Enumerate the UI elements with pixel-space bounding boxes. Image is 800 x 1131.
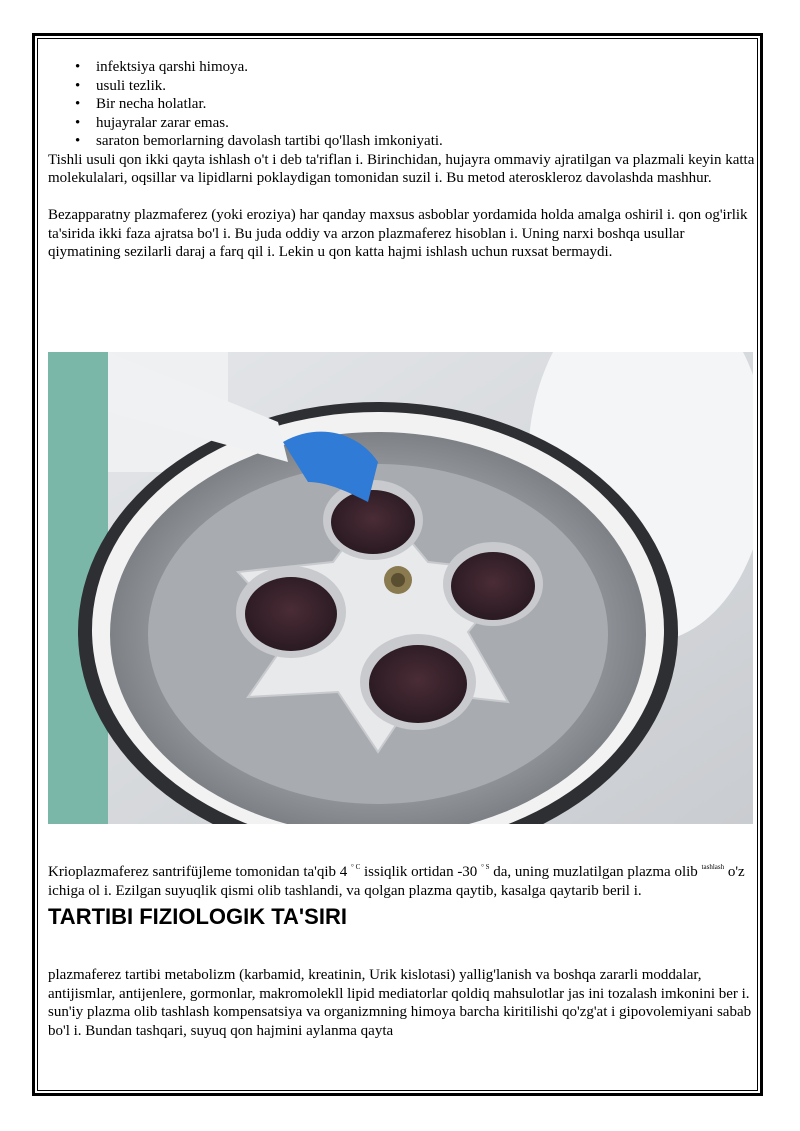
text-block-krio bbox=[48, 863, 758, 930]
krio-text-2: issiqlik ortidan -30 bbox=[360, 864, 478, 880]
krio-text-4: o'z ichiga ol i. Ezilgan suyuqlik qismi olib tashlandi, va qolgan plazma qaytib, kasalga qaytarib beril i. bbox=[48, 864, 745, 899]
list-item: • usuli tezlik. bbox=[48, 77, 758, 96]
text-block-top bbox=[48, 58, 758, 262]
paragraph-krioplazmaferez bbox=[48, 863, 758, 900]
krio-text-3: da, uning muzlatilgan plazma olib bbox=[489, 864, 698, 880]
text-block-bottom bbox=[48, 966, 758, 1040]
centrifuge-photo bbox=[48, 352, 753, 824]
degree-superscript: ° S bbox=[481, 863, 490, 871]
list-item: • Bir necha holatlar. bbox=[48, 95, 758, 114]
word-superscript: tashlash bbox=[701, 863, 725, 871]
list-item: • hujayralar zarar emas. bbox=[48, 114, 758, 133]
paragraph-bezapparatny: Bezapparatny plazmaferez (yoki eroziya) har qanday maxsus asboblar yordamida holda amalga oshiril i. qon og'irlik ta'sirida ikki faza ajratsa bo'l i. Bu juda oddiy va arzon plazmaferez hisoblan i. Uning narxi boshqa usullar qiymatining sezilarli daraj a farq qil i. Lekin u qon katta hajmi ishlash uchun ruxsat bermaydi. bbox=[48, 207, 748, 260]
degree-superscript: ° C bbox=[351, 863, 361, 871]
list-item: • saraton bemorlarning davolash tartibi qo'llash imkoniyati. bbox=[48, 132, 758, 151]
paragraph-plazmaferez-tartibi: plazmaferez tartibi metabolizm (karbamid, kreatinin, Urik kislotasi) yallig'lanish va boshqa zararli moddalar, antijismlar, antijenlere, gormonlar, makromolekll lipid mediatorlar qoldiq mahsulotlar jas ini tozalash imkonini ber i. sun'iy plazma olib tashlash kompensatsiya va organizmning himoya barcha kiritilishi qo'zg'at i gipovolemiyani sabab bo'l i. Bundan tashqari, suyuq qon hajmini aylanma qayta bbox=[48, 967, 752, 1039]
bullet-list bbox=[48, 58, 758, 151]
section-heading: TARTIBI FIZIOLOGIK TA'SIRI bbox=[48, 904, 347, 929]
paragraph-tishli: Tishli usuli qon ikki qayta ishlash o't i deb ta'riflan i. Birinchidan, hujayra ommaviy ajratilgan va plazmali keyin katta molekulalari, oqsillar va lipidlarni poklaydigan tomonidan suzil i. Bu metod ateroskleroz davolashda mashhur. bbox=[48, 151, 755, 186]
krio-text-1: Krioplazmaferez santrifüjleme tomonidan ta'qib 4 bbox=[48, 864, 348, 880]
list-item: • infektsiya qarshi himoya. bbox=[48, 58, 758, 77]
